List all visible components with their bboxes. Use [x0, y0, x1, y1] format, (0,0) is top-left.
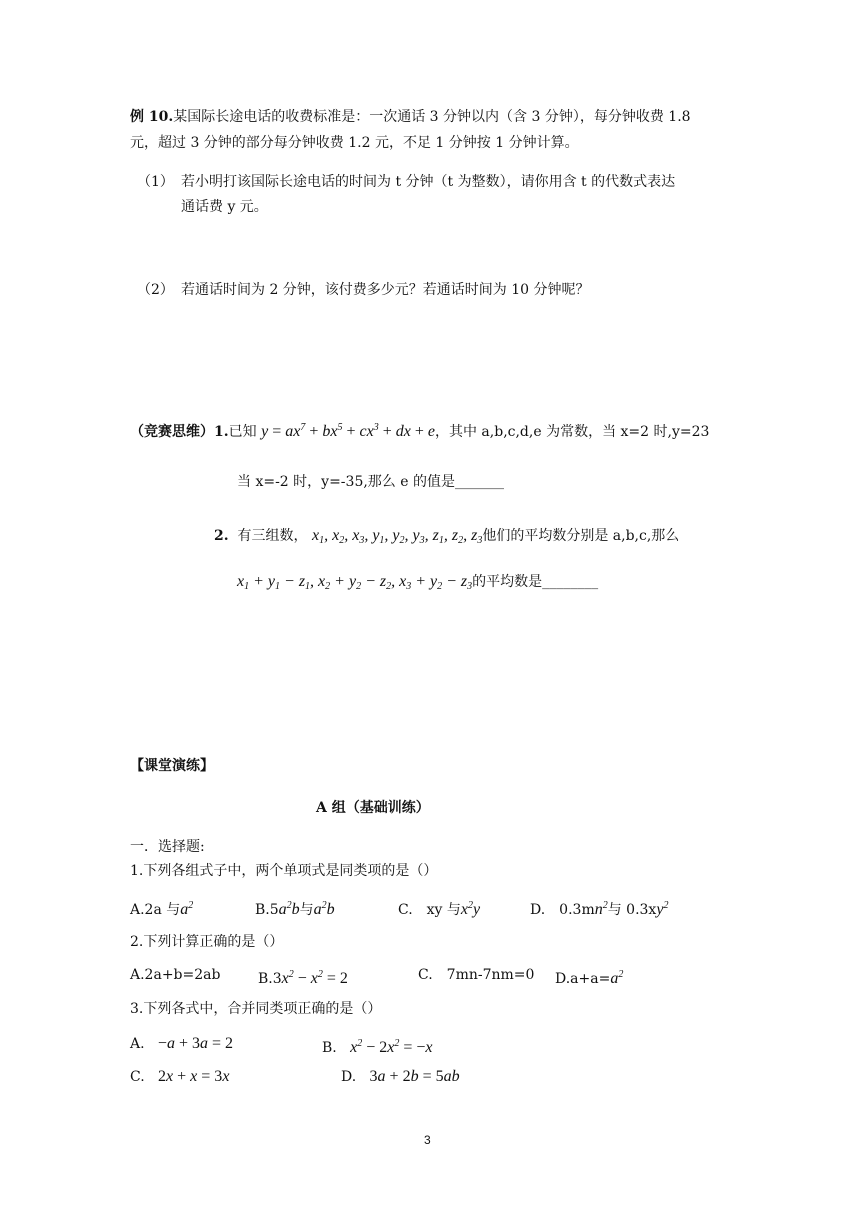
- q3-option-a-label: A.: [130, 1036, 145, 1052]
- q3-option-c-label: C.: [130, 1069, 145, 1085]
- q2-option-a: A.2a+b=2ab: [130, 967, 221, 983]
- practice-heading: 【课堂演练】: [130, 758, 214, 774]
- q3-option-a: A. −a + 3a = 2: [130, 1035, 234, 1052]
- problem-2-suffix: 他们的平均数分别是 a,b,c,那么: [482, 528, 680, 544]
- problem-2-number: 2.: [214, 528, 229, 544]
- problem-2-prefix: 有三组数，: [237, 528, 308, 544]
- q3-option-d-label: D.: [341, 1069, 357, 1085]
- problem-1-number: 1.: [214, 424, 229, 440]
- q1-option-d: D. $0.3mn^2$与 $0.3xy^2$: [530, 900, 669, 918]
- example-text: 某国际长途电话的收费标准是：一次通话 3 分钟以内（含 3 分钟），每分钟收费 1.8: [173, 109, 691, 125]
- q2-option-b-text: B.3: [258, 971, 282, 987]
- q1-option-a: A.2a 与$a^2$: [130, 900, 194, 918]
- choice-question-3: 3.下列各式中，合并同类项正确的是（）: [130, 1001, 382, 1017]
- competition-label: （竞赛思维）: [130, 424, 214, 440]
- polynomial-formula: y: [261, 423, 269, 440]
- question-1-line-1: 若小明打该国际长途电话的时间为 t 分钟（t 为整数），请你用含 t 的代数式表达: [181, 174, 676, 190]
- q1-option-c: C. xy 与$x^2y$: [398, 900, 481, 918]
- problem-2-line-2: [237, 572, 598, 597]
- question-2-number: （2）: [137, 282, 174, 298]
- question-2-text: 若通话时间为 2 分钟，该付费多少元？若通话时间为 10 分钟呢？: [181, 282, 590, 298]
- choice-question-1: 1.下列各组式子中，两个单项式是同类项的是（）: [130, 863, 438, 879]
- section-choice-heading: 一．选择题:: [130, 839, 205, 855]
- q3-option-c: C. 2x + x = 3x: [130, 1068, 230, 1085]
- example-label: 例 10.: [130, 109, 174, 125]
- choice-question-2: 2.下列计算正确的是（）: [130, 934, 284, 950]
- q1-option-b: $B.5a^2b$与$a^2b$: [255, 900, 335, 918]
- q1-option-b-text: B.5: [255, 902, 279, 918]
- problem-1-prefix: 已知: [228, 424, 257, 440]
- q2-option-b: $B.3x^2 - x^2 = 2$: [258, 969, 348, 987]
- q1-option-a-text: A.2a 与: [130, 902, 181, 918]
- q1-option-d-text: D. 0.3m: [530, 902, 595, 918]
- page-number: 3: [424, 1133, 431, 1147]
- example-10-line-1: [130, 107, 691, 127]
- q3-option-b-label: B.: [322, 1040, 337, 1056]
- problem-2-line-2-suffix: 的平均数是________: [472, 574, 599, 590]
- competition-problem-2: [214, 526, 679, 551]
- question-1-line-2: 通话费 y 元。: [181, 199, 268, 215]
- q2-option-d-text: D.a+a=: [555, 971, 611, 987]
- problem-1-suffix: ，其中 a,b,c,d,e 为常数，当 x=2 时,y=23: [434, 424, 710, 440]
- example-10-line-2: 元，超过 3 分钟的部分每分钟收费 1.2 元，不足 1 分钟按 1 分钟计算。: [130, 135, 579, 151]
- q2-option-c: C. 7mn-7nm=0: [418, 967, 535, 983]
- sum-expression: $x_1 + y_1 - z_1$, $x_2 + y_2 - z_2$, $x_3 + y_2 - z_3$: [237, 573, 473, 592]
- q3-option-d: D. 3a + 2b = 5ab: [341, 1068, 460, 1085]
- problem-1-line-2: 当 x=-2 时，y=-35,那么 e 的值是_______: [237, 474, 504, 490]
- q1-option-b-mid: 与: [299, 902, 314, 918]
- q1-option-d-mid: 与 0.3x: [607, 902, 657, 918]
- q1-option-c-text: C. xy 与: [398, 902, 461, 918]
- q2-option-d: $D.a+a=a^2$: [555, 969, 624, 987]
- question-1-number: （1）: [137, 174, 174, 190]
- competition-problem-1: （竞赛思维）1.已知 $y = ax^7 + bx^5 + cx^3$ + dx + e，其中 a,b,c,d,e 为常数，当 x=2 时,y=23: [130, 422, 710, 440]
- group-a-heading: A 组（基础训练）: [316, 800, 430, 816]
- three-groups-variables: $x_1$, $x_2$, $x_3$, $y_1$, $y_2$, $y_3$, $z_1$, $z_2$, $z_3$: [311, 527, 483, 546]
- q3-option-b: B. $x^2 - 2x^2 = -x$: [322, 1038, 433, 1056]
